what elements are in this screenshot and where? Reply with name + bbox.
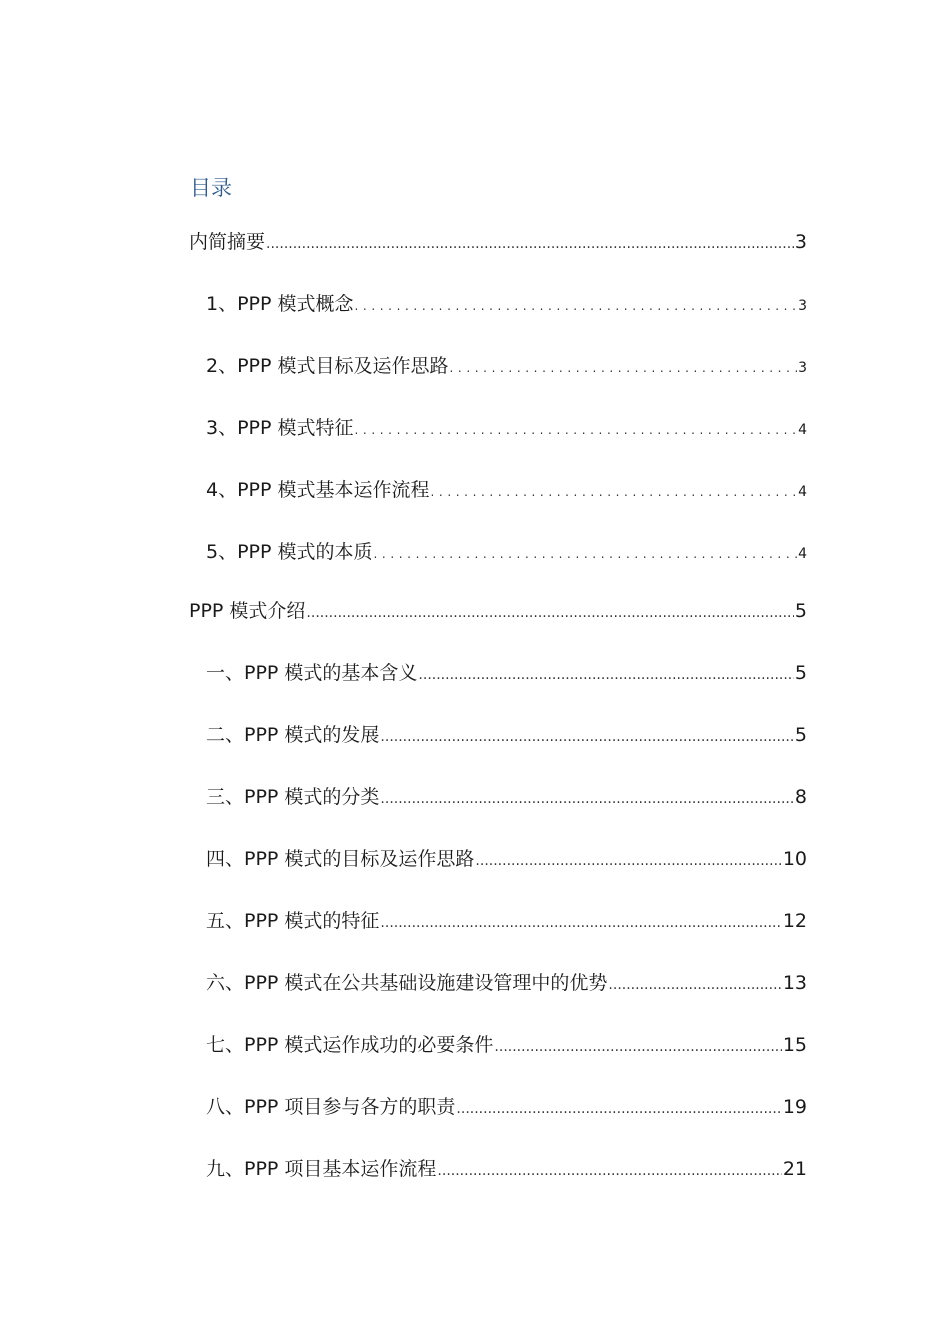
toc-entry-page: 21	[782, 1158, 807, 1180]
toc-entry-text: 内简摘要	[189, 231, 266, 253]
toc-entry-page: 5	[794, 600, 807, 622]
dot-leader	[306, 598, 793, 628]
toc-entry[interactable]	[206, 1092, 807, 1122]
toc-heading: 目录	[190, 176, 232, 200]
toc-entry-page: 3	[798, 360, 807, 376]
dot-leader	[374, 539, 798, 569]
toc-entry[interactable]	[206, 720, 807, 750]
toc-entry-page: 15	[782, 1034, 807, 1056]
toc-entry[interactable]	[206, 906, 807, 936]
toc-entry-text: 2、PPP 模式目标及运作思路	[206, 355, 449, 377]
dot-leader	[380, 722, 793, 752]
dot-leader	[418, 660, 793, 690]
toc-entry-page: 3	[798, 298, 807, 314]
toc-entry[interactable]	[206, 1154, 807, 1184]
toc-entry-page: 8	[794, 786, 807, 808]
toc-entry-page: 4	[798, 484, 807, 500]
toc-entry-text: 五、PPP 模式的特征	[206, 910, 380, 932]
dot-leader	[450, 353, 798, 383]
toc-entry-text: 六、PPP 模式在公共基础设施建设管理中的优势	[206, 972, 608, 994]
toc-entry[interactable]	[189, 596, 807, 626]
dot-leader	[437, 1156, 781, 1186]
toc-entry-text: 4、PPP 模式基本运作流程	[206, 479, 430, 501]
toc-entry[interactable]	[206, 782, 807, 812]
dot-leader	[380, 908, 781, 938]
dot-leader	[456, 1094, 781, 1124]
toc-entry-text: 四、PPP 模式的目标及运作思路	[206, 848, 475, 870]
toc-entry-text: 5、PPP 模式的本质	[206, 541, 373, 563]
dot-leader	[266, 229, 794, 259]
dot-leader	[380, 784, 793, 814]
toc-entry-page: 4	[798, 422, 807, 438]
toc-entry-text: 二、PPP 模式的发展	[206, 724, 380, 746]
toc-entry[interactable]	[206, 658, 807, 688]
toc-entry-page: 3	[794, 231, 807, 253]
toc-entry-text: 1、PPP 模式概念	[206, 293, 354, 315]
toc-entry-page: 19	[782, 1096, 807, 1118]
toc-entry-page: 10	[782, 848, 807, 870]
toc-entry-page: 12	[782, 910, 807, 932]
toc-entry[interactable]	[206, 1030, 807, 1060]
toc-entry[interactable]	[206, 968, 807, 998]
toc-entry-page: 13	[782, 972, 807, 994]
dot-leader	[355, 291, 798, 321]
dot-leader	[431, 477, 798, 507]
toc-entry[interactable]	[206, 844, 807, 874]
dot-leader	[355, 415, 798, 445]
toc-entry[interactable]	[206, 475, 807, 505]
toc-entry-text: 3、PPP 模式特征	[206, 417, 354, 439]
dot-leader	[475, 846, 781, 876]
toc-entry[interactable]	[206, 289, 807, 319]
toc-entry-page: 5	[794, 662, 807, 684]
toc-entry-text: 一、PPP 模式的基本含义	[206, 662, 418, 684]
dot-leader	[494, 1032, 781, 1062]
toc-entry-text: 七、PPP 模式运作成功的必要条件	[206, 1034, 494, 1056]
toc-entry-text: 九、PPP 项目基本运作流程	[206, 1158, 437, 1180]
toc-entry[interactable]	[206, 413, 807, 443]
toc-entry[interactable]	[206, 537, 807, 567]
toc-entry-page: 5	[794, 724, 807, 746]
toc-entry[interactable]	[189, 227, 807, 257]
toc-entry-page: 4	[798, 546, 807, 562]
toc-entry-text: 八、PPP 项目参与各方的职责	[206, 1096, 456, 1118]
dot-leader	[608, 970, 781, 1000]
toc-entry[interactable]	[206, 351, 807, 381]
toc-entry-text: 三、PPP 模式的分类	[206, 786, 380, 808]
toc-entry-text: PPP 模式介绍	[189, 600, 306, 622]
